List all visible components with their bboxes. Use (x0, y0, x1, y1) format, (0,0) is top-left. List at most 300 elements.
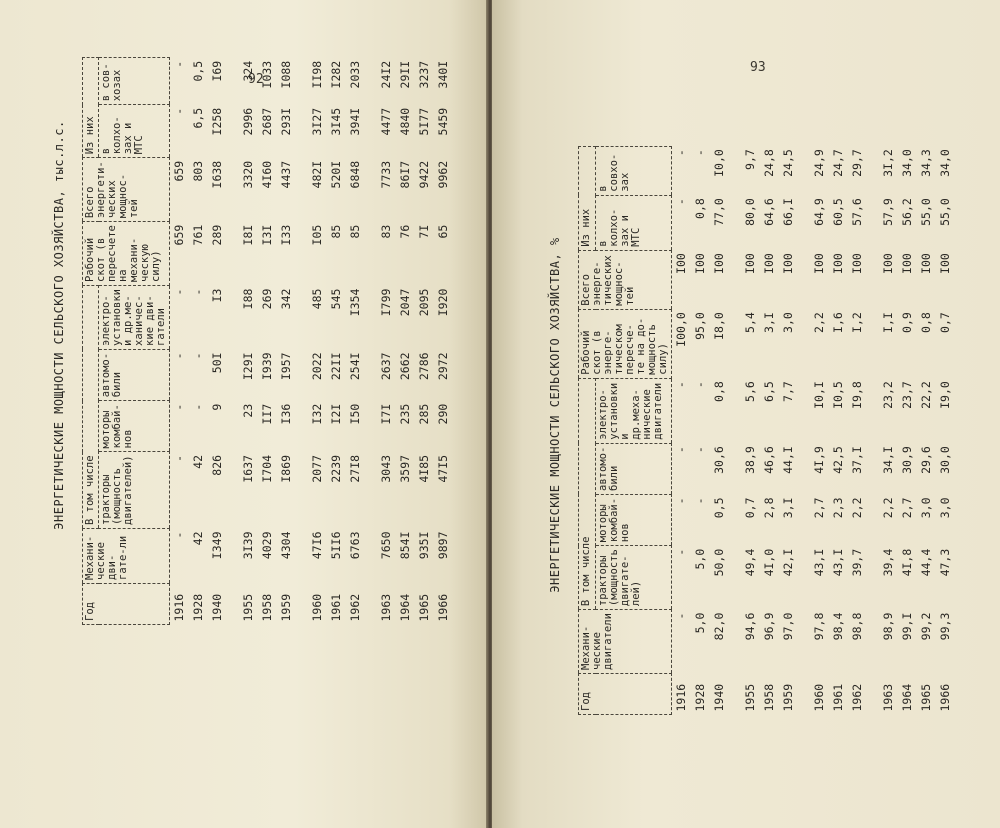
value-cell: 86I7 (398, 160, 412, 189)
value-cell: 24,8 (762, 149, 776, 177)
value-cell: 3,0 (919, 497, 933, 519)
table-row (208, 58, 227, 625)
value-cell: 27I8 (348, 454, 362, 483)
value-cell: I258 (210, 107, 224, 136)
table-row (227, 58, 258, 625)
value-cell: I50 (348, 403, 362, 425)
value-cell: 30,9 (900, 446, 914, 474)
data-table (578, 146, 955, 715)
value-cell: - (191, 352, 205, 360)
value-cell: 98,4 (831, 612, 845, 641)
value-cell: 6848 (348, 160, 362, 189)
value-cell: 82,0 (712, 612, 726, 641)
value-cell: 44,I (781, 446, 795, 474)
value-cell: 29II (398, 60, 412, 89)
value-cell: - (693, 497, 707, 505)
value-cell: 0,5 (191, 60, 205, 82)
year-cell: 1965 (417, 593, 431, 622)
value-cell: I33 (279, 224, 293, 246)
value-cell: 2033 (348, 60, 362, 89)
value-cell: 64,9 (812, 198, 826, 226)
value-cell: I00 (900, 253, 914, 274)
value-cell: 5459 (436, 107, 450, 136)
value-cell: 394I (348, 107, 362, 136)
value-cell: 55,0 (919, 198, 933, 226)
value-cell: - (674, 198, 688, 206)
col-group-of-them: Из них (83, 58, 99, 158)
value-cell: 56,2 (900, 198, 914, 226)
value-cell: 235 (398, 403, 412, 425)
value-cell: 269 (260, 288, 274, 310)
value-cell: I00 (712, 253, 726, 274)
value-cell: I00 (674, 253, 688, 274)
year-cell: 1916 (674, 683, 688, 712)
value-cell: 4I,9 (812, 446, 826, 474)
value-cell: 0,9 (900, 312, 914, 333)
value-cell: 659 (172, 160, 186, 182)
value-cell: I7I (379, 403, 393, 425)
value-cell: 64,6 (762, 198, 776, 226)
value-cell: 5,6 (743, 381, 757, 402)
value-cell: 24I2 (379, 60, 393, 89)
table-row (296, 58, 327, 625)
value-cell: I957 (279, 352, 293, 381)
value-cell: 3,0 (938, 497, 952, 519)
year-cell: 1955 (241, 593, 255, 622)
year-cell: 1928 (191, 593, 205, 622)
value-cell: 0,7 (743, 497, 757, 519)
col-elec: электро-установки и др.ме-ханичес-кие дви-гатели (99, 286, 170, 350)
value-cell: 98,9 (881, 612, 895, 641)
value-cell: 2786 (417, 352, 431, 381)
value-cell: 803 (191, 160, 205, 182)
year-cell: 1916 (172, 593, 186, 622)
value-cell: I0,5 (831, 381, 845, 409)
value-cell: 3597 (398, 454, 412, 483)
value-cell: 39,4 (881, 548, 895, 577)
value-cell: 254I (348, 352, 362, 381)
value-cell: 55,0 (938, 198, 952, 226)
value-cell: I637 (241, 454, 255, 483)
value-cell: 520I (329, 160, 343, 189)
col-group-incl: В том числе (579, 378, 596, 609)
col-group-incl: В том числе (83, 286, 99, 529)
table-body (170, 58, 454, 625)
rotated-table-block (52, 25, 488, 625)
value-cell: I3 (210, 288, 224, 303)
value-cell: 324 (241, 60, 255, 82)
value-cell: 3320 (241, 160, 255, 189)
value-cell: 39,7 (850, 548, 864, 577)
value-cell: - (172, 403, 186, 411)
value-cell: - (674, 381, 688, 389)
value-cell: I704 (260, 454, 274, 483)
value-cell: 95,0 (693, 312, 707, 340)
value-cell: 2239 (329, 454, 343, 483)
value-cell: - (172, 60, 186, 68)
value-cell: 98,8 (850, 612, 864, 641)
value-cell: 76 (398, 224, 412, 239)
value-cell: I920 (436, 288, 450, 317)
value-cell: 57,9 (881, 198, 895, 226)
value-cell: 94,6 (743, 612, 757, 641)
value-cell: I9,8 (850, 381, 864, 409)
value-cell: - (172, 352, 186, 360)
value-cell: I00 (693, 253, 707, 274)
value-cell: 85 (348, 224, 362, 239)
value-cell: 3I,2 (881, 149, 895, 177)
table-row (848, 146, 867, 714)
value-cell: 293I (279, 107, 293, 136)
value-cell: 5,0 (693, 612, 707, 634)
value-cell: - (674, 497, 688, 505)
value-cell: I00 (812, 253, 826, 274)
value-cell: I354 (348, 288, 362, 317)
value-cell: - (693, 381, 707, 389)
value-cell: 9 (210, 403, 224, 411)
value-cell: 43,I (831, 548, 845, 577)
value-cell: 3,I (781, 497, 795, 519)
table-row (672, 146, 692, 714)
value-cell: 77,0 (712, 198, 726, 226)
value-cell: I282 (329, 60, 343, 89)
col-kolkhoz: в колхо-зах и МТС (596, 195, 672, 250)
col-tractors: тракторы (мощность двигателей) (99, 452, 170, 529)
col-mech: Механи-ческие двигатели (579, 610, 672, 674)
value-cell: I799 (379, 288, 393, 317)
value-cell: I033 (260, 60, 274, 89)
value-cell: 0,8 (712, 381, 726, 402)
year-cell: 1962 (850, 683, 864, 712)
value-cell: 24,5 (781, 149, 795, 177)
value-cell: I29I (241, 352, 255, 381)
table-row (365, 58, 396, 625)
value-cell: 23,7 (900, 381, 914, 409)
year-cell: 1962 (348, 593, 362, 622)
value-cell: 65 (436, 224, 450, 239)
value-cell: 50,0 (712, 548, 726, 577)
value-cell: 545 (329, 288, 343, 310)
value-cell: 4477 (379, 107, 393, 136)
page-number: 93 (750, 60, 766, 75)
value-cell: 4840 (398, 107, 412, 136)
col-group-of-them: Из них (579, 146, 596, 250)
value-cell: 4029 (260, 531, 274, 560)
value-cell: II7 (260, 403, 274, 425)
year-cell: 1940 (712, 683, 726, 712)
value-cell: 7I (417, 224, 431, 239)
value-cell: 2,2 (812, 312, 826, 333)
year-cell: 1966 (938, 683, 952, 712)
value-cell: 826 (210, 454, 224, 476)
value-cell: 290 (436, 403, 450, 425)
value-cell: 2972 (436, 352, 450, 381)
value-cell: I869 (279, 454, 293, 483)
value-cell: 50I (210, 352, 224, 374)
year-cell: 1965 (919, 683, 933, 712)
value-cell: 2996 (241, 107, 255, 136)
value-cell: 2077 (310, 454, 324, 483)
value-cell: 38,9 (743, 446, 757, 474)
value-cell: 5,4 (743, 312, 757, 333)
page-number: 92 (248, 72, 264, 87)
table-row (346, 58, 365, 625)
value-cell: I8,0 (712, 312, 726, 340)
value-cell: 23,2 (881, 381, 895, 409)
table-row (867, 146, 898, 714)
value-cell: - (172, 288, 186, 296)
value-cell: I00 (881, 253, 895, 274)
value-cell: I9,0 (938, 381, 952, 409)
col-tractors: тракторы (мощность двигате-лей) (596, 546, 672, 610)
left-page (0, 0, 488, 828)
col-kolkhoz: в колхо-зах и МТС (99, 105, 170, 158)
value-cell: 6,5 (762, 381, 776, 402)
table-row (798, 146, 829, 714)
col-autos: автомо-били (596, 443, 672, 494)
year-cell: 1964 (900, 683, 914, 712)
rotated-table-block (548, 115, 1000, 715)
value-cell: 2,3 (831, 497, 845, 519)
col-sovkhoz: в совхо-зах (596, 146, 672, 195)
value-cell: 7733 (379, 160, 393, 189)
value-cell: 3,I (762, 312, 776, 333)
value-cell: 485 (310, 288, 324, 310)
value-cell: 289 (210, 224, 224, 246)
year-cell: 1960 (310, 593, 324, 622)
table-row (415, 58, 434, 625)
col-livestock: Рабочий скот (в энерге-тическом пересче-те на до-мощность силу) (579, 309, 672, 378)
value-cell: 96,9 (762, 612, 776, 641)
value-cell: 0,8 (693, 198, 707, 219)
value-cell: 2,2 (850, 497, 864, 519)
col-elec: электро-установки и др.меха-нические двигатели (596, 378, 672, 443)
table-row (729, 146, 760, 714)
table-row (760, 146, 779, 714)
table-body (672, 146, 956, 714)
value-cell: I36 (279, 403, 293, 425)
year-cell: 1966 (436, 593, 450, 622)
value-cell: 29,6 (919, 446, 933, 474)
value-cell: 30,0 (938, 446, 952, 474)
year-cell: 1964 (398, 593, 412, 622)
table-row (277, 58, 296, 625)
value-cell: 2,2 (881, 497, 895, 519)
value-cell: 47I6 (310, 531, 324, 560)
table-row (936, 146, 955, 714)
value-cell: 30,6 (712, 446, 726, 474)
value-cell: 42,I (781, 548, 795, 577)
value-cell: - (674, 548, 688, 556)
value-cell: 47I5 (436, 454, 450, 483)
value-cell: I00 (831, 253, 845, 274)
value-cell: - (191, 403, 205, 411)
value-cell: 3237 (417, 60, 431, 89)
value-cell: 99,2 (919, 612, 933, 641)
value-cell: 0,8 (919, 312, 933, 333)
table-row (170, 58, 190, 625)
value-cell: 34,0 (938, 149, 952, 177)
value-cell: 2,7 (900, 497, 914, 519)
value-cell: 9,7 (743, 149, 757, 170)
year-cell: 1940 (210, 593, 224, 622)
value-cell: 37,I (850, 446, 864, 474)
value-cell: 22II (329, 352, 343, 381)
value-cell: I638 (210, 160, 224, 189)
value-cell: 2662 (398, 352, 412, 381)
value-cell: 5II6 (329, 531, 343, 560)
value-cell: 4I,0 (762, 548, 776, 577)
col-motors: моторы комбай-нов (596, 494, 672, 545)
value-cell: 29,7 (850, 149, 864, 177)
year-cell: 1959 (279, 593, 293, 622)
table-row (434, 58, 453, 625)
year-cell: 1960 (812, 683, 826, 712)
value-cell: 4I85 (417, 454, 431, 483)
value-cell: 3,0 (781, 312, 795, 333)
value-cell: 9422 (417, 160, 431, 189)
value-cell: I00 (919, 253, 933, 274)
value-cell: I,I (881, 312, 895, 333)
value-cell: 3I45 (329, 107, 343, 136)
value-cell: 3043 (379, 454, 393, 483)
year-cell: 1963 (379, 593, 393, 622)
right-page (492, 0, 1000, 828)
value-cell: 4I60 (260, 160, 274, 189)
value-cell: 2047 (398, 288, 412, 317)
value-cell: 5I77 (417, 107, 431, 136)
value-cell: - (674, 612, 688, 620)
value-cell: I05 (310, 224, 324, 246)
value-cell: I,6 (831, 312, 845, 333)
value-cell: 482I (310, 160, 324, 189)
value-cell: 80,0 (743, 198, 757, 226)
year-cell: 1958 (762, 683, 776, 712)
table-row (829, 146, 848, 714)
value-cell: I8I (241, 224, 255, 246)
col-sovkhoz: в сов-хозах (99, 58, 170, 105)
value-cell: 66,I (781, 198, 795, 226)
value-cell: I32 (310, 403, 324, 425)
value-cell: - (693, 446, 707, 454)
value-cell: 34,3 (919, 149, 933, 177)
value-cell: 4437 (279, 160, 293, 189)
year-cell: 1963 (881, 683, 895, 712)
value-cell: - (172, 454, 186, 462)
col-mech: Механи-ческие дви-гате-ли (83, 529, 170, 584)
value-cell: 761 (191, 224, 205, 246)
value-cell: 342 (279, 288, 293, 310)
value-cell: I939 (260, 352, 274, 381)
value-cell: 285 (417, 403, 431, 425)
value-cell: - (674, 149, 688, 157)
value-cell: I088 (279, 60, 293, 89)
value-cell: I00 (850, 253, 864, 274)
value-cell: 24,9 (812, 149, 826, 177)
data-table (82, 57, 453, 625)
value-cell: - (172, 107, 186, 115)
value-cell: 6763 (348, 531, 362, 560)
value-cell: 97,0 (781, 612, 795, 641)
table-row (189, 58, 208, 625)
value-cell: 43,I (812, 548, 826, 577)
value-cell: 9962 (436, 160, 450, 189)
value-cell: 47,3 (938, 548, 952, 577)
value-cell: 99,3 (938, 612, 952, 641)
value-cell: 60,5 (831, 198, 845, 226)
table-row (396, 58, 415, 625)
value-cell: 23 (241, 403, 255, 418)
year-cell: 1928 (693, 683, 707, 712)
value-cell: 99,I (900, 612, 914, 641)
value-cell: 34,I (881, 446, 895, 474)
value-cell: I2I (329, 403, 343, 425)
value-cell: 935I (417, 531, 431, 560)
value-cell: 97,8 (812, 612, 826, 641)
year-cell: 1959 (781, 683, 795, 712)
value-cell: 4I,8 (900, 548, 914, 577)
value-cell: 44,4 (919, 548, 933, 577)
value-cell: I00 (762, 253, 776, 274)
value-cell: - (172, 531, 186, 539)
value-cell: I00 (743, 253, 757, 274)
value-cell: 22,2 (919, 381, 933, 409)
value-cell: I3I (260, 224, 274, 246)
value-cell: 6,5 (191, 107, 205, 129)
value-cell: 0,7 (938, 312, 952, 333)
value-cell: 7,7 (781, 381, 795, 402)
table-title: ЭНЕРГЕТИЧЕСКИЕ МОЩНОСТИ СЕЛЬСКОГО ХОЗЯЙСТВА, % (548, 237, 562, 593)
value-cell: 34,0 (900, 149, 914, 177)
value-cell: 46,6 (762, 446, 776, 474)
table-row (258, 58, 277, 625)
value-cell: I0,I (812, 381, 826, 409)
value-cell: 57,6 (850, 198, 864, 226)
year-cell: 1955 (743, 683, 757, 712)
col-total: Всего энергети-ческих мощнос-тей (83, 158, 170, 222)
col-autos: автомо-били (99, 349, 170, 400)
table-row (779, 146, 798, 714)
value-cell: I0,0 (712, 149, 726, 177)
value-cell: 2637 (379, 352, 393, 381)
value-cell: 3I39 (241, 531, 255, 560)
value-cell: 5,0 (693, 548, 707, 570)
value-cell: 4304 (279, 531, 293, 560)
value-cell: 42 (191, 454, 205, 469)
value-cell: - (693, 149, 707, 157)
value-cell: 7650 (379, 531, 393, 560)
table-row (327, 58, 346, 625)
table-row (917, 146, 936, 714)
value-cell: 9897 (436, 531, 450, 560)
value-cell: 2687 (260, 107, 274, 136)
col-year: Год (579, 674, 672, 715)
value-cell: I69 (210, 60, 224, 82)
value-cell: 85 (329, 224, 343, 239)
table-row (898, 146, 917, 714)
value-cell: 42,5 (831, 446, 845, 474)
year-cell: 1961 (329, 593, 343, 622)
value-cell: 340I (436, 60, 450, 89)
value-cell: 83 (379, 224, 393, 239)
value-cell: 2,7 (812, 497, 826, 519)
table-row (691, 146, 710, 714)
value-cell: II98 (310, 60, 324, 89)
year-cell: 1961 (831, 683, 845, 712)
value-cell: 854I (398, 531, 412, 560)
col-livestock: Рабочий скот (в пересчете на механи-ческую силу) (83, 222, 170, 286)
value-cell: 49,4 (743, 548, 757, 577)
